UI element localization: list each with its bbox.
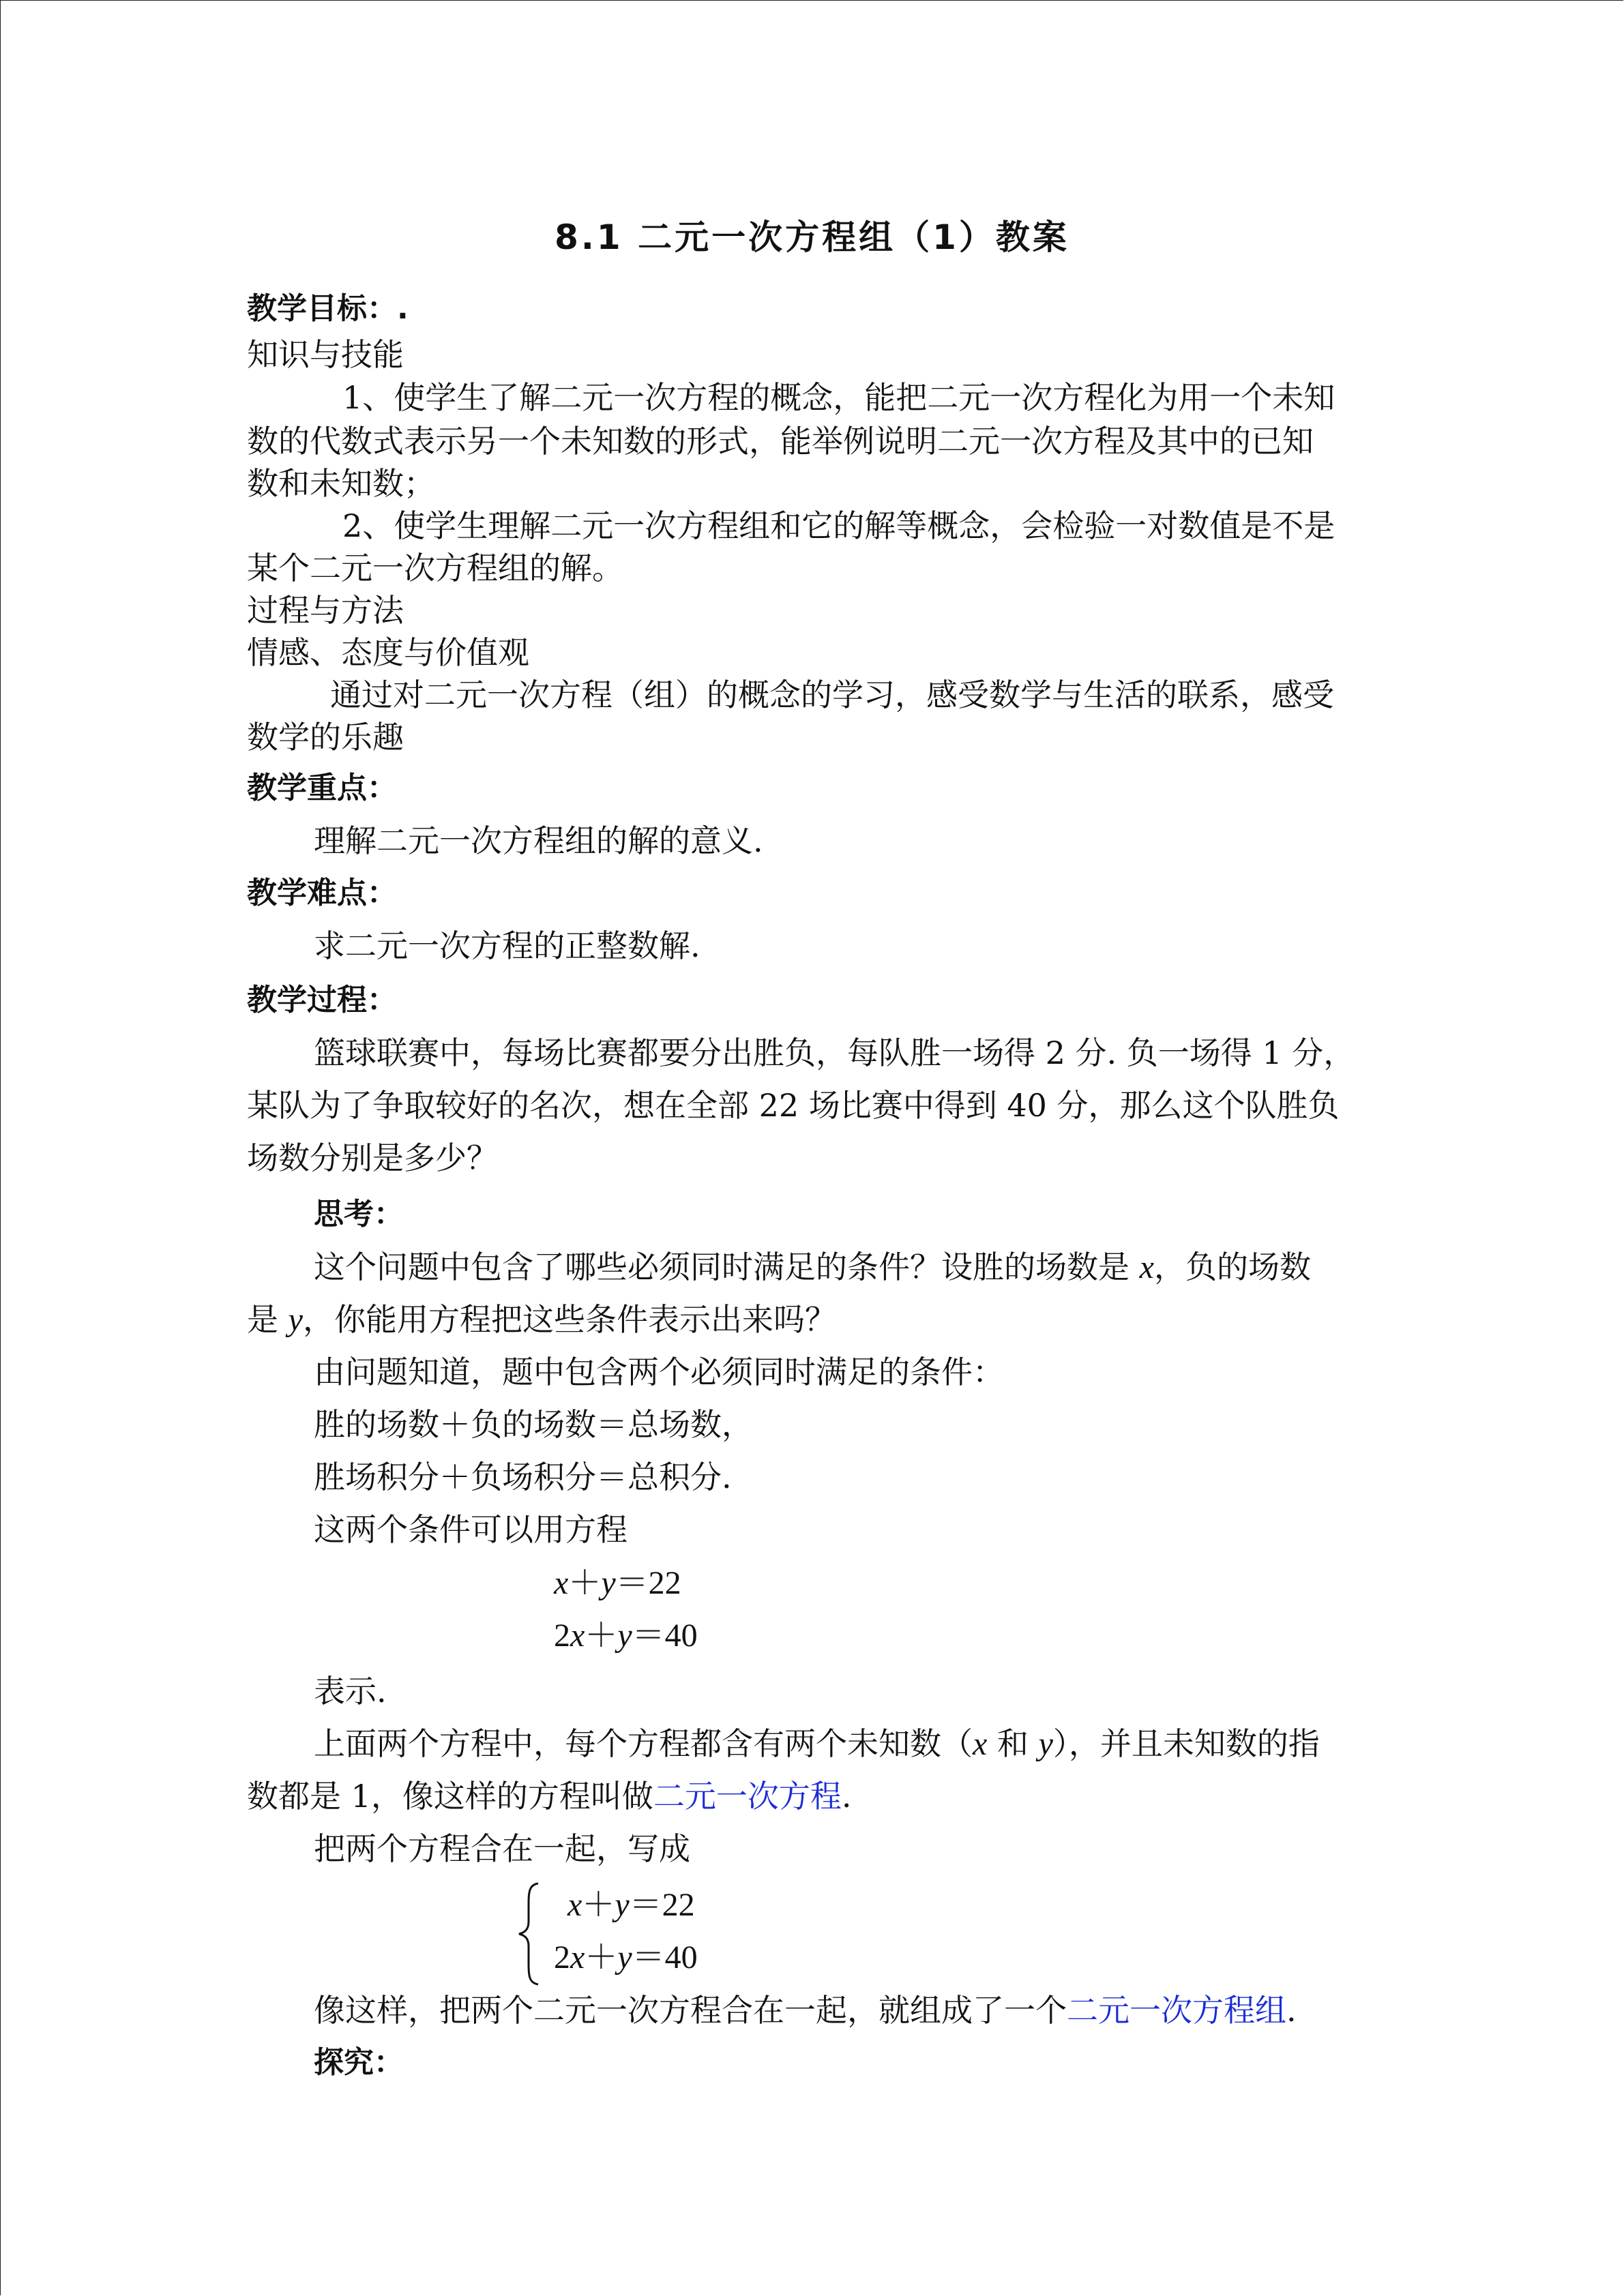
objective-item2-line1: 2、使学生理解二元一次方程组和它的解等概念，会检验一对数值是不是 [342, 507, 1335, 544]
system-definition-text-b: . [1286, 1992, 1297, 2029]
eq2-plus: ＋ [585, 1617, 618, 1654]
explore-heading: 探究： [314, 2045, 404, 2080]
objective-item1-line1: 1、使学生了解二元一次方程的概念，能把二元一次方程化为用一个未知 [342, 379, 1335, 416]
knowledge-heading: 知识与技能 [247, 336, 404, 373]
system-equation-2 [554, 1937, 698, 1978]
process-heading: 教学过程： [247, 983, 397, 1017]
question-line2-text-a: 是 [247, 1301, 289, 1338]
key-point-heading: 教学重点： [247, 771, 397, 805]
document-title: 8.1 二元一次方程组（1）教案 [555, 218, 1069, 257]
key-point-text: 理解二元一次方程组的解的意义. [314, 822, 763, 859]
sys-eq2-rhs: ＝40 [632, 1939, 698, 1976]
difficulty-heading: 教学难点： [247, 876, 397, 910]
term-linear-equation-two-vars: 二元一次方程 [653, 1778, 842, 1815]
eq1-rhs: ＝22 [615, 1565, 681, 1601]
question-line2 [247, 1299, 836, 1341]
express-end: 表示. [314, 1673, 387, 1710]
eq2-rhs: ＝40 [632, 1617, 698, 1654]
system-brace-icon [514, 1879, 548, 1988]
question-line1 [314, 1247, 1311, 1288]
eq1-y: y [601, 1565, 616, 1601]
condition-2: 胜场积分＋负场积分＝总积分. [314, 1459, 732, 1495]
variable-y: y [288, 1302, 303, 1338]
system-definition-text-a: 像这样，把两个二元一次方程合在一起，就组成了一个 [314, 1992, 1067, 2029]
def-variable-x: x [973, 1726, 988, 1762]
equation-1 [554, 1563, 681, 1604]
objective-item1-line2: 数的代数式表示另一个未知数的形式，能举例说明二元一次方程及其中的已知 [247, 423, 1314, 460]
sys-eq1-y: y [615, 1887, 630, 1923]
definition-line2-text-b: . [841, 1778, 852, 1815]
eq1-plus: ＋ [568, 1565, 602, 1601]
definition-line1 [314, 1723, 1320, 1765]
sys-eq1-x: x [567, 1887, 582, 1923]
equation-2 [554, 1615, 698, 1656]
term-system-of-linear-equations: 二元一次方程组 [1067, 1992, 1286, 2029]
difficulty-text: 求二元一次方程的正整数解. [314, 927, 700, 964]
problem-line3: 场数分别是多少？ [247, 1139, 498, 1176]
def-variable-y: y [1038, 1726, 1053, 1762]
definition-line2 [247, 1776, 852, 1817]
eq1-x: x [554, 1565, 569, 1601]
emotion-line2: 数学的乐趣 [247, 719, 404, 756]
system-equation-1 [567, 1885, 695, 1926]
objective-item2-line2: 某个二元一次方程组的解。 [247, 550, 623, 586]
think-heading: 思考： [314, 1197, 404, 1232]
system-definition [314, 1990, 1297, 2031]
emotion-heading: 情感、态度与价值观 [247, 634, 529, 671]
objective-item1-line3: 数和未知数； [247, 465, 435, 502]
variable-x: x [1139, 1249, 1154, 1285]
definition-line1-text-a: 上面两个方程中，每个方程都含有两个未知数（ [314, 1725, 973, 1762]
definition-line1-text-b: ），并且未知数的指 [1052, 1725, 1320, 1762]
definition-line2-text-a: 数都是 1，像这样的方程叫做 [247, 1778, 653, 1815]
sys-eq1-rhs: ＝22 [629, 1887, 695, 1923]
sys-eq1-plus: ＋ [582, 1887, 615, 1923]
combine-intro: 把两个方程合在一起，写成 [314, 1830, 690, 1867]
eq2-x: x [570, 1617, 585, 1654]
sys-eq2-plus: ＋ [585, 1939, 618, 1976]
problem-line2: 某队为了争取较好的名次，想在全部 22 场比赛中得到 40 分，那么这个队胜负 [247, 1087, 1340, 1124]
question-line1-text-b: ，负的场数 [1153, 1249, 1311, 1285]
eq2-coef: 2 [554, 1617, 570, 1654]
eq2-y: y [617, 1617, 632, 1654]
emotion-line1: 通过对二元一次方程（组）的概念的学习，感受数学与生活的联系，感受 [330, 676, 1334, 713]
condition-1: 胜的场数＋负的场数＝总场数， [314, 1406, 753, 1443]
sys-eq2-coef: 2 [554, 1939, 570, 1976]
process-method-heading: 过程与方法 [247, 592, 404, 629]
express-intro: 这两个条件可以用方程 [314, 1511, 628, 1548]
objectives-heading: 教学目标：. [247, 291, 409, 326]
problem-line1: 篮球联赛中，每场比赛都要分出胜负，每队胜一场得 2 分. 负一场得 1 分， [314, 1034, 1355, 1071]
question-line1-text-a: 这个问题中包含了哪些必须同时满足的条件？设胜的场数是 [314, 1249, 1140, 1285]
question-line2-text-b: ，你能用方程把这些条件表示出来吗？ [302, 1301, 836, 1338]
sys-eq2-y: y [617, 1939, 632, 1976]
condition-intro: 由问题知道，题中包含两个必须同时满足的条件： [314, 1354, 1004, 1390]
definition-line1-mid: 和 [987, 1725, 1039, 1762]
sys-eq2-x: x [570, 1939, 585, 1976]
